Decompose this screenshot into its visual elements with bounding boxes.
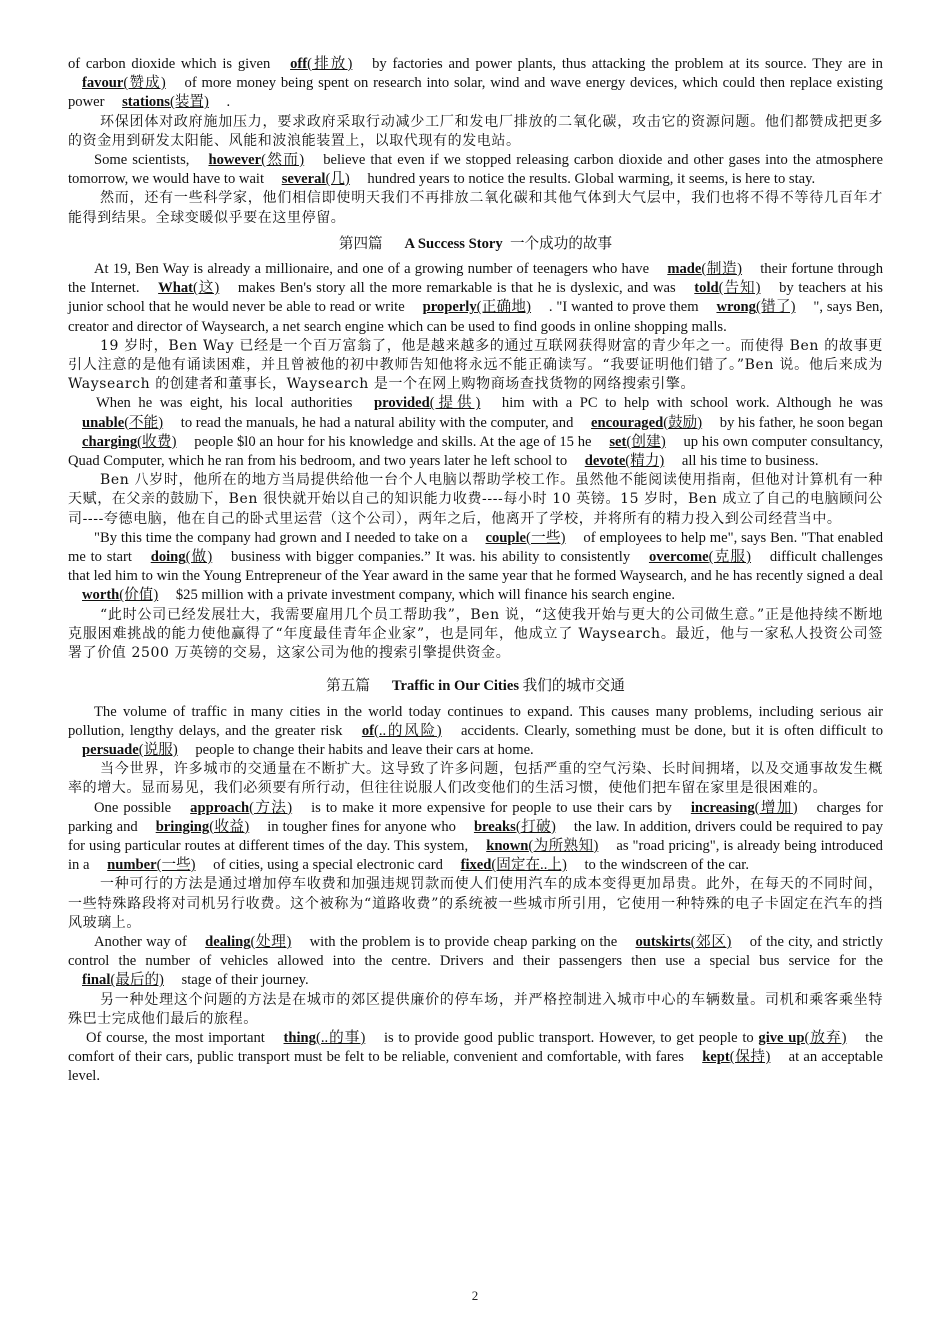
paragraph-chinese: 一种可行的方法是通过增加停车收费和加强违规罚款而使人们使用汽车的成本变得更加昂贵。此外，在每天的不同时间，一些特殊路段将对司机另行收费。这个被称为“道路收费”的系统被一些城市所引用，它使用一种特殊的电子卡固定在汽车的挡风玻璃上。 <box>68 876 883 931</box>
answer-blank: outskirts(郊区) <box>635 933 732 950</box>
answer-blank: several(几) <box>281 171 350 188</box>
paragraph-english: "By this time the company had grown and I needed to take on a couple(一些) of employees to help me", says Ben. "That enabled me to start doing(做) business with bigger companies.” It was. his ability to consistently overcome(克服) difficult challenges that led him to win the Young Entrepreneur of the Year award in the same year that he formed Waysearch, and he has recently signed a deal worth(价值) $25 million with a private investment company, which will finance his search engine. <box>68 529 883 604</box>
paragraph-chinese: 然而，还有一些科学家，他们相信即使明天我们不再排放二氧化碳和其他气体到大气层中，我们也将不得不等待几百年才能得到结果。全球变暖似乎要在这里停留。 <box>68 190 883 226</box>
answer-blank: increasing(增加) <box>690 799 798 816</box>
answer-blank: kept(保持) <box>702 1049 771 1066</box>
answer-blank: give up(放弃) <box>758 1029 847 1046</box>
answer-blank: unable(不能) <box>82 414 164 431</box>
answer-blank: fixed(固定在..上) <box>460 857 567 874</box>
paragraph-chinese: 当今世界，许多城市的交通量在不断扩大。这导致了许多问题，包括严重的空气污染、长时间拥堵，以及交通事故发生概率的增大。显而易见，我们必须要有所行动，但往往说服人们改变他们的生活习惯，使他们把车留在家里是很困难的。 <box>68 761 883 797</box>
answer-blank: dealing(处理) <box>205 933 292 950</box>
answer-blank: known(为所熟知) <box>486 837 599 854</box>
paragraph-chinese: 19 岁时，Ben Way 已经是一个百万富翁了，他是越来越多的通过互联网获得财富的青少年之一。而使得 Ben 的故事更引人注意的是他有诵读困难，并且曾被他的初中教师告知他将永远不能正确读写。“我要证明他们错了。”Ben 说。他后来成为 Waysearch 的创建者和董事长，Waysearch 是一个在网上购物商场查找货物的网络搜索引擎。 <box>68 337 883 393</box>
answer-blank: devote(精力) <box>584 453 665 470</box>
answer-blank: set(创建) <box>609 433 666 450</box>
paragraph-english: Some scientists, however(然而) believe that even if we stopped releasing carbon dioxide and other gases into the atmosphere tomorrow, we would have to wait several(几) hundred years to notice the results. Global warming, it seems, is here to stay. <box>68 152 883 188</box>
answer-blank: thing(..的事) <box>283 1029 366 1046</box>
answer-blank: favour(赞成) <box>82 75 166 92</box>
answer-blank: final(最后的) <box>82 972 164 989</box>
answer-blank: What(这) <box>158 280 220 297</box>
answer-blank: of(..的风险) <box>361 722 442 739</box>
answer-blank: wrong(错了) <box>716 299 796 316</box>
paragraph-english: The volume of traffic in many cities in the world today continues to expand. This causes many problems, including serious air pollution, lengthy delays, and the greater risk of(..的风险) accidents. Clearly, something must be done, but it is often difficult to persuade(说服) people to change their habits and leave their cars at home. <box>68 703 883 758</box>
answer-blank: properly(正确地) <box>422 299 532 316</box>
answer-blank: doing(做) <box>150 549 213 566</box>
answer-blank: worth(价值) <box>82 587 159 604</box>
document-page <box>68 55 883 1087</box>
answer-blank: breaks(打破) <box>473 818 556 835</box>
answer-blank: number(一些) <box>107 857 196 874</box>
answer-blank: encouraged(鼓励) <box>591 414 703 431</box>
paragraph-chinese: 另一种处理这个问题的方法是在城市的郊区提供廉价的停车场，并严格控制进入城市中心的车辆数量。司机和乘客乘坐特殊巴士完成他们最后的旅程。 <box>68 991 883 1027</box>
text: . <box>222 94 231 111</box>
answer-blank: approach(方法) <box>190 799 293 816</box>
answer-blank: provided(提供) <box>374 395 481 412</box>
page-number: 2 <box>471 1288 479 1303</box>
answer-blank: persuade(说服) <box>82 741 178 758</box>
answer-blank: off(排放) <box>290 56 353 72</box>
section-title: 第五篇 Traffic in Our Cities 我们的城市交通 <box>326 678 625 695</box>
paragraph-english: At 19, Ben Way is already a millionaire, and one of a growing number of teenagers who have made(制造) their fortune through the Internet. What(这) makes Ben's story all the more remarkable is that he is dyslexic, and was told(告知) by teachers at his junior school that he would never be able to read or write properly(正确地) . "I wanted to prove them wrong(错了) ", says Ben, creator and director of Waysearch, a net search engine which can be used to find goods in online shopping malls. <box>68 261 883 335</box>
answer-blank: overcome(克服) <box>648 549 752 566</box>
answer-blank: told(告知) <box>694 280 761 297</box>
paragraph-english: Another way of dealing(处理) with the problem is to provide cheap parking on the outskirts(郊区) of the city, and strictly control the number of vehicles allowed into the centre. Drivers and their passengers then use a special bus service for the final(最后的) stage of their journey. <box>68 933 883 989</box>
paragraph-english: When he was eight, his local authorities provided(提供) him with a PC to help with school work. Although he was unable(不能) to read the manuals, he had a natural ability with the computer, and encouraged(鼓励) by his father, he soon began charging(收费) people $l0 an hour for his knowledge and skills. At the age of 15 he set(创建) up his own computer consultancy, Quad Computer, which he ran from his bedroom, and two years later he left school to devote(精力) all his time to business. <box>68 395 883 470</box>
paragraph-english: Of course, the most important thing(..的事) is to provide good public transport. However, to get people to give up(放弃) the comfort of their cars, public transport must be felt to be reliable, convenient and comfortable, with fares kept(保持) at an acceptable level. <box>68 1029 883 1085</box>
text: of more money being spent on research into solar, wind and wave energy devices, which could then replace existing power <box>68 75 883 111</box>
paragraph-chinese: 环保团体对政府施加压力，要求政府采取行动减少工厂和发电厂排放的二氧化碳，攻击它的资源问题。他们都赞成把更多的资金用到研发太阳能、风能和波浪能装置上，以取代现有的发电站。 <box>68 113 883 149</box>
section-title: 第四篇 A Success Story 一个成功的故事 <box>338 235 613 252</box>
paragraph-chinese: Ben 八岁时，他所在的地方当局提供给他一台个人电脑以帮助学校工作。虽然他不能阅读使用指南，但他对计算机有一种天赋，在父亲的鼓励下，Ben 很快就开始以自己的知识能力收费----每小时 10 英镑。15 岁时，Ben 成立了自己的电脑顾问公司----夸德电脑，他在自己的卧式里运营（这个公司），两年之后，他离开了学校，并将所有的精力投入到公司经营当中。 <box>68 472 883 527</box>
answer-blank: charging(收费) <box>82 433 177 450</box>
answer-blank: made(制造) <box>667 261 743 278</box>
answer-blank: bringing(收益) <box>155 818 250 835</box>
answer-blank: however(然而) <box>208 152 305 169</box>
text: by factories and power plants, thus attacking the problem at its source. They are in <box>366 56 883 72</box>
paragraph-chinese: “此时公司已经发展壮大，我需要雇用几个员工帮助我”，Ben 说，“这使我开始与更大的公司做生意。”正是他持续不断地克服困难挑战的能力使他赢得了“年度最佳青年企业家”，也是同年，他成立了 Waysearch。最近，他与一家私人投资公司签署了价值 2500 万英镑的交易，这家公司为他的搜索引擎提供资金。 <box>68 606 883 662</box>
answer-blank: couple(一些) <box>485 529 566 546</box>
answer-blank: stations(装置) <box>122 94 209 111</box>
paragraph-english: One possible approach(方法) is to make it more expensive for people to use their cars by increasing(增加) charges for parking and bringing(收益) in tougher fines for anyone who breaks(打破) the law. In addition, drivers could be required to pay for using particular routes at different times of the day. This system, known(为所熟知) as "road pricing", is already being introduced in a number(一些) of cities, using a special electronic card fixed(固定在..上) to the windscreen of the car. <box>68 799 883 874</box>
paragraph-english <box>68 55 883 113</box>
text: of carbon dioxide which is given <box>68 56 277 72</box>
